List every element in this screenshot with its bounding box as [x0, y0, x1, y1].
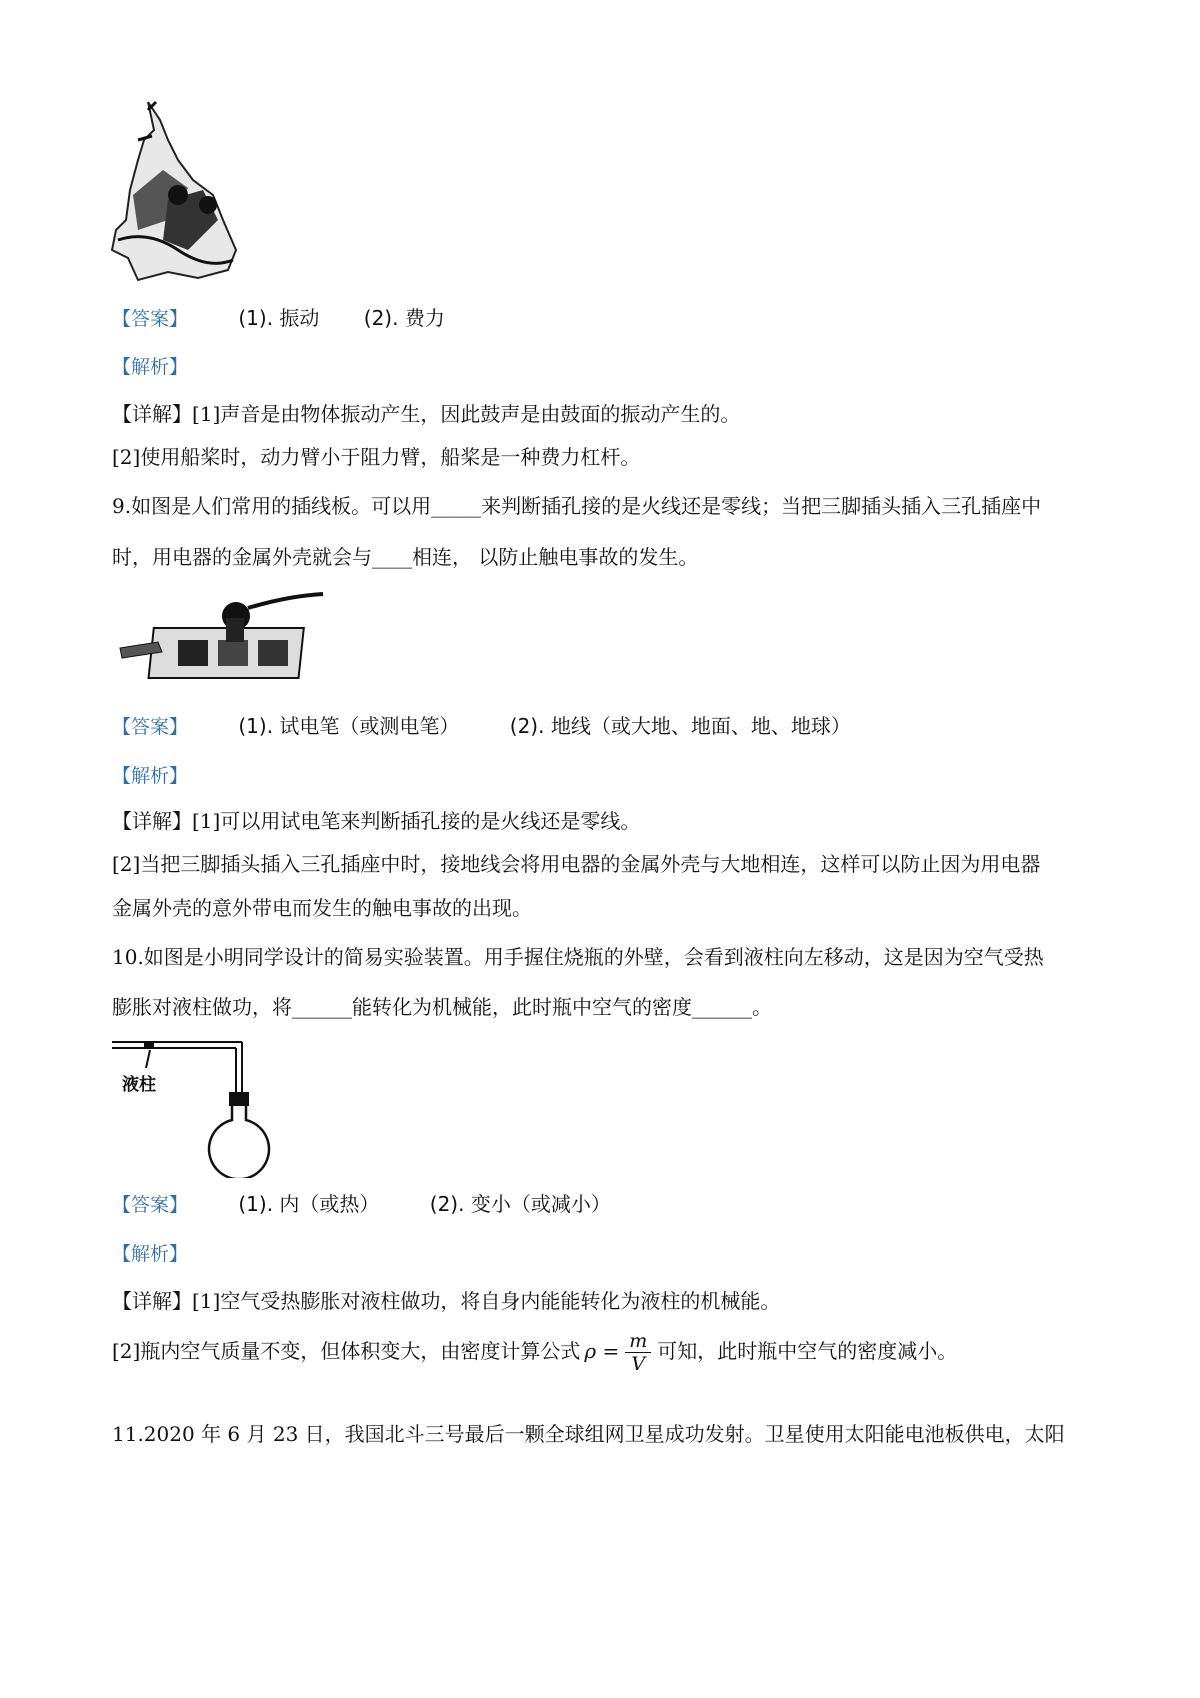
q9-answer-1: (1). 试电笔（或测电笔） — [238, 714, 460, 738]
q8-detail-1: [1]声音是由物体振动产生，因此鼓声是由鼓面的振动产生的。 — [192, 402, 741, 426]
q9-detail-3: 金属外壳的意外带电而发生的触电事故的出现。 — [112, 896, 532, 920]
q11-question-line-1: 11.2020 年 6 月 23 日，我国北斗三号最后一颗全球组网卫星成功发射。卫星使用太阳能电池板供电，太阳 — [112, 1422, 1065, 1446]
q10-detail-2b: 可知，此时瓶中空气的密度减小。 — [657, 1339, 958, 1363]
q9-detail-1: [1]可以用试电笔来判断插孔接的是火线还是零线。 — [192, 809, 641, 833]
q9-answer-2: (2). 地线（或大地、地面、地、地球） — [509, 714, 851, 738]
q8-analysis-tag: 【解析】 — [112, 356, 189, 378]
q10-question-line-2: 膨胀对液柱做功，将______能转化为机械能，此时瓶中空气的密度______。 — [112, 995, 772, 1019]
q8-detail-2: [2]使用船桨时，动力臂小于阻力臂，船桨是一种费力杠杆。 — [112, 445, 641, 469]
q10-answer-1: (1). 内（或热） — [238, 1192, 380, 1216]
q10-answer-2: (2). 变小（或减小） — [429, 1192, 611, 1216]
q9-question-line-1: 9.如图是人们常用的插线板。可以用_____来判断插孔接的是火线还是零线；当把三脚插头插入三孔插座中 — [112, 494, 1042, 518]
q8-answer-1: (1). 振动 — [238, 306, 320, 330]
answer-tag: 【答案】 — [112, 1194, 189, 1216]
density-formula-fraction — [625, 1330, 651, 1375]
formula-numerator: m — [625, 1330, 651, 1353]
flask-apparatus-figure — [110, 1038, 280, 1178]
q9-question-line-2: 时，用电器的金属外壳就会与____相连， 以防止触电事故的发生。 — [112, 545, 699, 569]
answer-tag: 【答案】 — [112, 308, 189, 330]
q10-detail-1: [1]空气受热膨胀对液柱做功，将自身内能能转化为液柱的机械能。 — [192, 1289, 781, 1313]
q8-detail-tag: 【详解】 — [112, 402, 192, 426]
density-formula-lhs: ρ = — [584, 1339, 620, 1363]
liquid-column-label: 液柱 — [122, 1075, 156, 1095]
q9-detail-tag: 【详解】 — [112, 809, 192, 833]
dragon-boat-figure — [108, 100, 243, 285]
q10-detail-2a: [2]瓶内空气质量不变，但体积变大，由密度计算公式 — [112, 1339, 581, 1363]
q9-analysis-tag: 【解析】 — [112, 765, 189, 787]
q10-detail-tag: 【详解】 — [112, 1289, 192, 1313]
q8-answer-2: (2). 费力 — [363, 306, 445, 330]
q10-analysis-tag: 【解析】 — [112, 1243, 189, 1265]
power-strip-figure — [118, 588, 328, 688]
q10-question-line-1: 10.如图是小明同学设计的简易实验装置。用手握住烧瓶的外壁，会看到液柱向左移动，这是因为空气受热 — [112, 945, 1044, 969]
q9-detail-2: [2]当把三脚插头插入三孔插座中时，接地线会将用电器的金属外壳与大地相连，这样可以防止因为用电器 — [112, 852, 1041, 876]
answer-tag: 【答案】 — [112, 716, 189, 738]
formula-denominator: V — [631, 1353, 646, 1375]
